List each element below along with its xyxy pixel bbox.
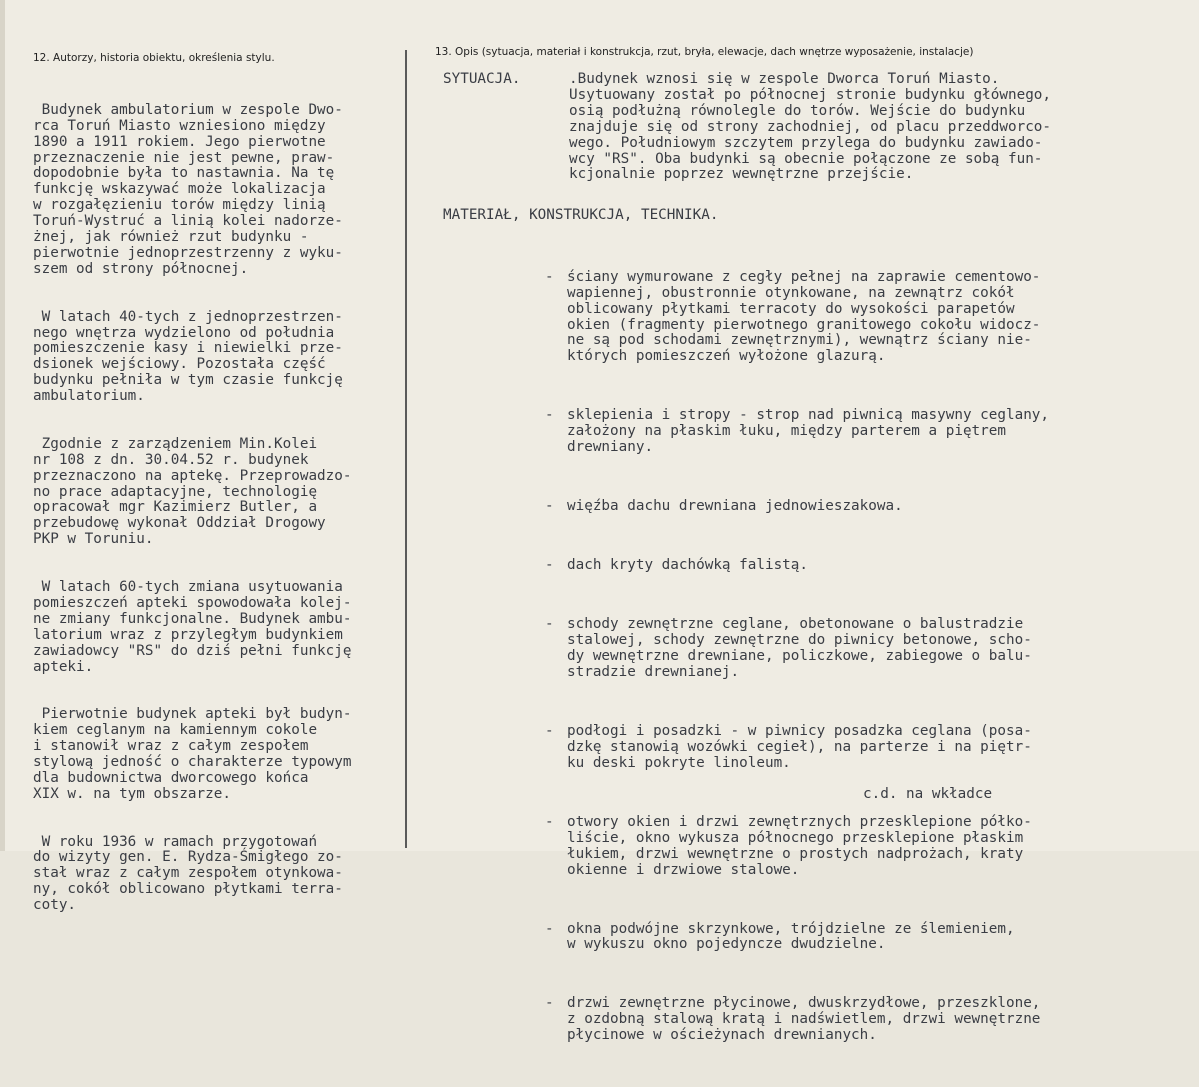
list-item-text: ściany wymurowane z cegły pełnej na zaprawie cementowo- wapiennej, obustronnie otynkowane, na zewnątrz cokół oblicowany płytkami terracoty do wysokości parapetów okien (fragmenty pierwotnego granitowego cokołu widocz- ne są pod schodami zewnętrznymi), wewnątrz ściany nie- których pomieszczeń wyłożone glazurą. (567, 268, 1041, 365)
list-item-text: podłogi i posadzki - w piwnicy posadzka ceglana (posa- dzkę stanowią wozówki cegieł), na parterze i na piętr- ku deski pokryte linoleum. (567, 722, 1032, 771)
list-item-text: dach kryty dachówką falistą. (567, 557, 809, 574)
column-divider (405, 50, 407, 848)
list-item: - podłogi i posadzki - w piwnicy posadzka ceglana (posa- dzkę stanowią wozówki cegieł), na parterze i na piętr- ku deski pokryte linoleum. (545, 722, 1032, 771)
list-item: - dach kryty dachówką falistą. (545, 557, 809, 574)
list-item-text: okna podwójne skrzynkowe, trójdzielne ze ślemieniem, w wykuszu okno pojedyncze dwudzielne. (567, 920, 1015, 953)
list-item: - drzwi zewnętrzne płycinowe, dwuskrzydłowe, przeszklone, z ozdobną stalową kratą i nadświetlem, drzwi wewnętrzne płycinowe w ościeżynach drewnianych. (545, 995, 1041, 1044)
list-item: - sklepienia i stropy - strop nad piwnicą masywny ceglany, założony na płaskim łuku, między parterem a piętrem drewniany. (545, 407, 1050, 456)
list-item-text: sklepienia i stropy - strop nad piwnicą masywny ceglany, założony na płaskim łuku, między parterem a piętrem drewniany. (567, 407, 1050, 456)
history-paragraph: W latach 40-tych z jednoprzestrzen- nego wnętrza wydzielono od południa pomieszczenie kasy i niewielki prze- dsionek wejściowy. Pozostała część budynku pełniła w tym czasie funkcję ambulatorium. (33, 308, 343, 405)
material-list (545, 238, 1049, 1087)
continuation-note: c.d. na wkładce (863, 786, 993, 802)
left-section-header: 12. Autorzy, historia obiektu, określenia stylu. (33, 52, 275, 64)
history-text (33, 71, 405, 946)
list-item-text: więźba dachu drewniana jednowieszakowa. (567, 498, 903, 515)
list-item-text: drzwi zewnętrzne płycinowe, dwuskrzydłowe, przeszklone, z ozdobną stalową kratą i nadświetlem, drzwi wewnętrzne płycinowe w ościeżynach drewnianych. (567, 995, 1041, 1044)
list-item-text: otwory okien i drzwi zewnętrznych przesklepione półko- liście, okno wykusza północnego przesklepione płaskim łukiem, drzwi wewnętrzne o prostych nadprożach, kraty okienne i drzwiowe stalowe. (567, 813, 1032, 878)
history-paragraph: Pierwotnie budynek apteki był budyn- kiem ceglanym na kamiennym cokole i stanowił wraz z całym zespołem stylową jedność o charakterze typowym dla budownictwa dworcowego końca XIX w. na tym obszarze. (33, 706, 352, 802)
situation-label: SYTUACJA. (443, 71, 521, 87)
list-item: - więźba dachu drewniana jednowieszakowa. (545, 498, 903, 515)
history-paragraph: W latach 60-tych zmiana usytuowania pomieszczeń apteki spowodowała kolej- ne zmiany funkcjonalne. Budynek ambu- latorium wraz z przyległym budynkiem zawiadowcy "RS" do dziś pełni funkcję apteki. (33, 579, 352, 675)
situation-text: .Budynek wznosi się w zespole Dworca Toruń Miasto. Usytuowany został po północnej stronie budynku głównego, osią podłużną równolegle do torów. Wejście do budynku znajduje się od strony zachodniej, od placu przeddworco- wego. Południowym szczytem przylega do budynku zawiado- wcy "RS". Oba budynki są obecnie połączone ze sobą fun- kcjonalnie poprzez wewnętrzne przejście. (569, 71, 1052, 183)
material-label: MATERIAŁ, KONSTRUKCJA, TECHNIKA. (443, 207, 719, 223)
list-item: - okna podwójne skrzynkowe, trójdzielne ze ślemieniem, w wykuszu okno pojedyncze dwudzielne. (545, 920, 1015, 953)
list-item: - schody zewnętrzne ceglane, obetonowane o balustradzie stalowej, schody zewnętrzne do piwnicy betonowe, scho- dy wewnętrzne drewniane, policzkowe, zabiegowe o balu- stradzie drewnianej. (545, 616, 1032, 680)
list-item: - otwory okien i drzwi zewnętrznych przesklepione półko- liście, okno wykusza północnego przesklepione płaskim łukiem, drzwi wewnętrzne o prostych nadprożach, kraty okienne i drzwiowe stalowe. (545, 813, 1032, 878)
right-section-header: 13. Opis (sytuacja, materiał i konstrukcja, rzut, bryła, elewacje, dach wnętrze wyposażenie, instalacje) (435, 46, 974, 58)
history-paragraph: Zgodnie z zarządzeniem Min.Kolei nr 108 z dn. 30.04.52 r. budynek przeznaczono na aptekę. Przeprowadzo- no prace adaptacyjne, technologię opracował mgr Kazimierz Butler, a przebudowę wykonał Oddział Drogowy PKP w Toruniu. (33, 435, 352, 548)
list-item-text: schody zewnętrzne ceglane, obetonowane o balustradzie stalowej, schody zewnętrzne do piwnicy betonowe, scho- dy wewnętrzne drewniane, policzkowe, zabiegowe o balu- stradzie drewnianej. (567, 616, 1032, 680)
history-paragraph: W roku 1936 w ramach przygotowań do wizyty gen. E. Rydza-Śmigłego zo- stał wraz z całym zespołem otynkowa- ny, cokół oblicowano płytkami terra- coty. (33, 833, 343, 914)
history-paragraph: Budynek ambulatorium w zespole Dwo- rca Toruń Miasto wzniesiono między 1890 a 1911 rokiem. Jego pierwotne przeznaczenie nie jest pewne, praw- dopodobnie była to nastawnia. Na tę funkcję wskazywać może lokalizacja w rozgałęzieniu torów między linią Toruń-Wystruć a linią kolei nadorze- żnej, jak również rzut budynku - pierwotnie jednoprzestrzenny z wyku- szem od strony północnej. (33, 101, 343, 277)
list-item: - ściany wymurowane z cegły pełnej na zaprawie cementowo- wapiennej, obustronnie otynkowane, na zewnątrz cokół oblicowany płytkami terracoty do wysokości parapetów okien (fragmenty pierwotnego granitowego cokołu widocz- ne są pod schodami zewnętrznymi), wewnątrz ściany nie- których pomieszczeń wyłożone glazurą. (545, 268, 1041, 365)
